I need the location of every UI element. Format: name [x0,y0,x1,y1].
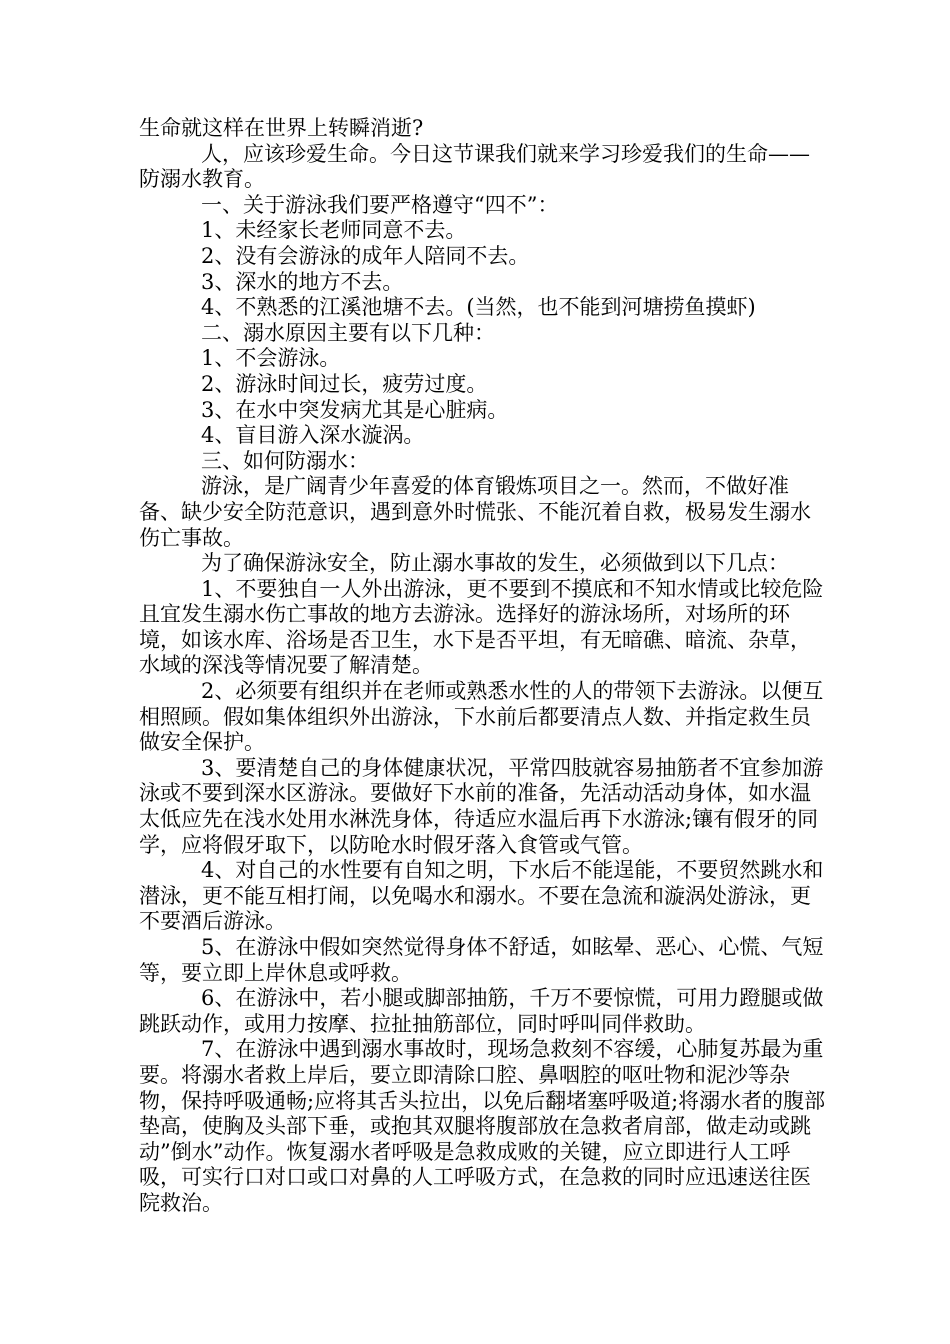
section-heading-prevention: 三、如何防溺水： [201,448,369,473]
cause-item-4: 4、盲目游入深水漩涡。 [201,423,425,448]
cause-item-1: 1、不会游泳。 [201,346,341,371]
paragraph-prevention-intro: 游泳，是广阔青少年喜爱的体育锻炼项目之一。然而，不做好准备、缺少安全防范意识，遇到意外时慌张、不能沉着自救，极易发生溺水伤亡事故。 [139,474,811,550]
document-body [139,116,829,1217]
paragraph-closing-line: 生命就这样在世界上转瞬消逝? [139,116,424,140]
rule-item-4: 4、不熟悉的江溪池塘不去。(当然，也不能到河塘捞鱼摸虾) [201,295,756,320]
point-item-5: 5、在游泳中假如突然觉得身体不舒适，如眩晕、恶心、心慌、气短等，要立即上岸休息或呼救。 [139,935,824,985]
point-item-6: 6、在游泳中，若小腿或脚部抽筋，千万不要惊慌，可用力蹬腿或做跳跃动作，或用力按摩、拉扯抽筋部位，同时呼叫同伴救助。 [139,986,824,1036]
point-item-3: 3、要清楚自己的身体健康状况，平常四肢就容易抽筋者不宜参加游泳或不要到深水区游泳。要做好下水前的准备，先活动活动身体，如水温太低应先在浅水处用水淋洗身体，待适应水温后再下水游泳;镶有假牙的同学，应将假牙取下，以防呛水时假牙落入食管或气管。 [139,755,824,857]
rule-item-2: 2、没有会游泳的成年人陪同不去。 [201,243,530,268]
point-item-2: 2、必须要有组织并在老师或熟悉水性的人的带领下去游泳。以便互相照顾。假如集体组织外出游泳，下水前后都要清点人数、并指定救生员做安全保护。 [139,679,824,755]
point-item-4: 4、对自己的水性要有自知之明，下水后不能逞能，不要贸然跳水和潜泳，更不能互相打闹，以免喝水和溺水。不要在急流和漩涡处游泳，更不要酒后游泳。 [139,858,824,934]
cause-item-2: 2、游泳时间过长，疲劳过度。 [201,371,488,396]
cause-item-3: 3、在水中突发病尤其是心脏病。 [201,397,509,422]
section-heading-causes: 二、溺水原因主要有以下几种： [201,320,495,345]
point-item-7: 7、在游泳中遇到溺水事故时，现场急救刻不容缓，心肺复苏最为重要。将溺水者救上岸后，要立即清除口腔、鼻咽腔的呕吐物和泥沙等杂物，保持呼吸通畅;应将其舌头拉出，以免后翻堵塞呼吸道;将溺水者的腹部垫高，使胸及头部下垂，或抱其双腿将腹部放在急救者肩部，做走动或跳动”倒水”动作。恢复溺水者呼吸是急救成败的关键，应立即进行人工呼吸，可实行口对口或口对鼻的人工呼吸方式，在急救的同时应迅速送往医院救治。 [139,1037,826,1215]
paragraph-intro: 人，应该珍爱生命。今日这节课我们就来学习珍爱我们的生命——防溺水教育。 [139,141,810,192]
paragraph-requirements-lead: 为了确保游泳安全，防止溺水事故的发生，必须做到以下几点： [201,551,789,576]
section-heading-four-rules: 一、关于游泳我们要严格遵守“四不”： [201,192,559,217]
rule-item-3: 3、深水的地方不去。 [201,269,404,294]
point-item-1: 1、不要独自一人外出游泳，更不要到不摸底和不知水情或比较危险且宜发生溺水伤亡事故的地方去游泳。选择好的游泳场所，对场所的环境，如该水库、浴场是否卫生，水下是否平坦，有无暗礁、暗流、杂草，水域的深浅等情况要了解清楚。 [139,576,824,678]
rule-item-1: 1、未经家长老师同意不去。 [201,218,467,243]
